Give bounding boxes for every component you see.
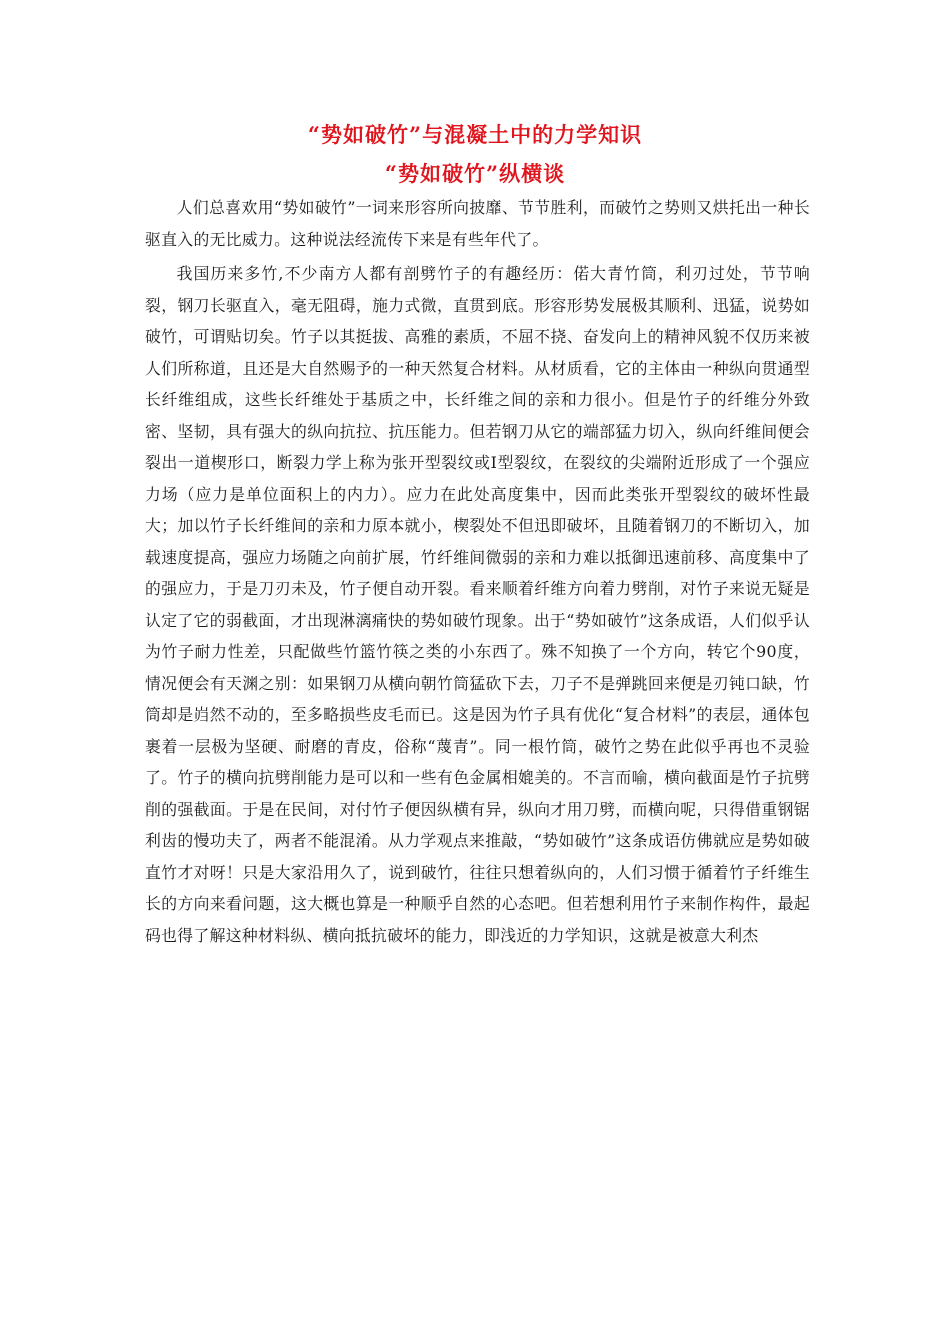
document-body <box>145 192 810 951</box>
paragraph: 我国历来多竹,不少南方人都有剖劈竹子的有趣经历：偌大青竹筒，利刃过处，节节响裂，钢刀长驱直入，毫无阻碍，施力式微，直贯到底。形容形势发展极其顺利、迅猛，说势如破竹，可谓贴切矣。竹子以其挺拔、高雅的素质，不屈不挠、奋发向上的精神风貌不仅历来被人们所称道，且还是大自然赐予的一种天然复合材料。从材质看，它的主体由一种纵向贯通型长纤维组成，这些长纤维处于基质之中，长纤维之间的亲和力很小。但是竹子的纤维分外致密、坚韧，具有强大的纵向抗拉、抗压能力。但若钢刀从它的端部猛力切入，纵向纤维间便会裂出一道楔形口，断裂力学上称为张开型裂纹或Ⅰ型裂纹，在裂纹的尖端附近形成了一个强应力场（应力是单位面积上的内力）。应力在此处高度集中，因而此类张开型裂纹的破坏性最大；加以竹子长纤维间的亲和力原本就小，楔裂处不但迅即破坏，且随着钢刀的不断切入，加载速度提高，强应力场随之向前扩展，竹纤维间微弱的亲和力难以抵御迅速前移、高度集中了的强应力，于是刀刃未及，竹子便自动开裂。看来顺着纤维方向着力劈削，对竹子来说无疑是认定了它的弱截面，才出现淋漓痛快的势如破竹现象。出于“势如破竹”这条成语，人们似乎认为竹子耐力性差，只配做些竹篮竹筷之类的小东西了。殊不知换了一个方向，转它个90度，情况便会有天渊之别：如果钢刀从横向朝竹筒猛砍下去，刀子不是弹跳回来便是刃钝口缺，竹筒却是岿然不动的，至多略损些皮毛而已。这是因为竹子具有优化“复合材料”的表层，通体包裹着一层极为坚硬、耐磨的青皮，俗称“蔑青”。同一根竹筒，破竹之势在此似乎再也不灵验了。竹子的横向抗劈削能力是可以和一些有色金属相媲美的。不言而喻，横向截面是竹子抗劈削的强截面。于是在民间，对付竹子便因纵横有异，纵向才用刀劈，而横向呢，只得借重钢锯利齿的慢功夫了，两者不能混淆。从力学观点来推敲，“势如破竹”这条成语仿佛就应是势如破直竹才对呀！只是大家沿用久了，说到破竹，往往只想着纵向的，人们习惯于循着竹子纤维生长的方向来看问题，这大概也算是一种顺乎自然的心态吧。但若想利用竹子来制作构件，最起码也得了解这种材料纵、横向抵抗破坏的能力，即浅近的力学知识，这就是被意大利杰 <box>145 264 810 945</box>
paragraph: 人们总喜欢用“势如破竹”一词来形容所向披靡、节节胜利，而破竹之势则又烘托出一种长驱直入的无比威力。这种说法经流传下来是有些年代了。 <box>145 198 810 249</box>
document-subtitle: “势如破竹”纵横谈 <box>384 161 566 186</box>
document-title: “势如破竹”与混凝土中的力学知识 <box>307 122 643 147</box>
